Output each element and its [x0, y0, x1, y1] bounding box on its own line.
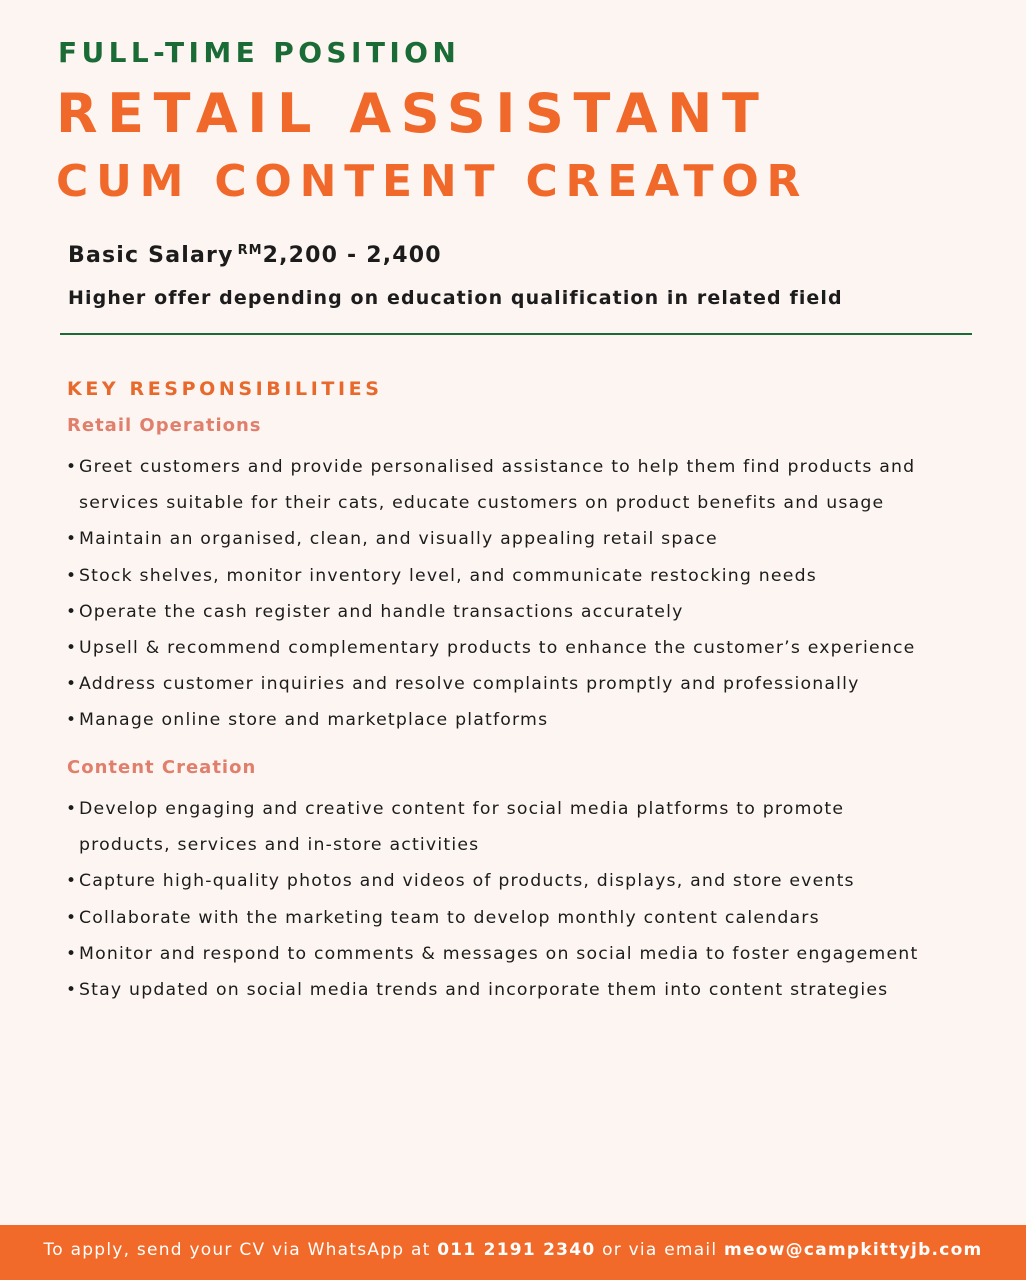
salary-note: Higher offer depending on education qualification in related field [68, 287, 843, 309]
bullet-icon: • [66, 907, 78, 928]
list-item: • Maintain an organised, clean, and visually appealing retail space [66, 521, 916, 557]
footer-text [0, 1240, 1026, 1260]
footer-prefix: To apply, send your CV via WhatsApp at [43, 1240, 438, 1260]
list-item: • Address customer inquiries and resolve complaints promptly and professionally [66, 666, 916, 702]
footer-phone[interactable]: 011 2191 2340 [437, 1240, 596, 1260]
list-item: • Greet customers and provide personalised assistance to help them find products and [66, 449, 916, 485]
divider [60, 333, 972, 335]
retail-list [66, 449, 916, 739]
bullet-icon: • [66, 529, 78, 550]
list-item: • Collaborate with the marketing team to develop monthly content calendars [66, 900, 918, 936]
list-item: services suitable for their cats, educate customers on product benefits and usage [79, 493, 885, 514]
list-item: • Manage online store and marketplace platforms [66, 702, 916, 738]
salary-label: Basic Salary [68, 243, 234, 268]
bullet-icon: • [66, 601, 78, 622]
job-title-line2: CUM CONTENT CREATOR [56, 156, 809, 207]
list-item: • Capture high-quality photos and videos of products, displays, and store events [66, 863, 918, 899]
bullet-icon: • [66, 871, 78, 892]
bullet-icon: • [66, 710, 78, 731]
bullet-icon: • [66, 457, 78, 477]
subsection-title-retail: Retail Operations [67, 415, 262, 436]
footer-middle: or via email [595, 1240, 725, 1260]
job-title-line1: RETAIL ASSISTANT [56, 82, 769, 145]
subsection-title-content: Content Creation [67, 757, 257, 778]
salary-currency: RM [237, 243, 263, 258]
footer-email[interactable]: meow@campkittyjb.com [724, 1240, 983, 1260]
salary-range: 2,200 - 2,400 [262, 243, 442, 268]
salary-line [68, 243, 442, 268]
list-item: • Upsell & recommend complementary products to enhance the customer’s experience [66, 630, 916, 666]
list-item: • Operate the cash register and handle transactions accurately [66, 594, 916, 630]
list-item: • Stock shelves, monitor inventory level, and communicate restocking needs [66, 558, 916, 594]
content-list [66, 791, 918, 1008]
bullet-icon: • [66, 943, 78, 964]
bullet-icon: • [66, 565, 78, 586]
bullet-icon: • [66, 980, 78, 1001]
bullet-icon: • [66, 638, 78, 659]
bullet-icon: • [66, 799, 78, 819]
section-heading: KEY RESPONSIBILITIES [67, 378, 383, 400]
list-item: products, services and in-store activities [79, 835, 480, 856]
list-item: • Develop engaging and creative content for social media platforms to promote [66, 791, 918, 827]
list-item: • Stay updated on social media trends and incorporate them into content strategies [66, 972, 918, 1008]
list-item: • Monitor and respond to comments & messages on social media to foster engagement [66, 936, 918, 972]
position-type: FULL-TIME POSITION [58, 36, 461, 69]
bullet-icon: • [66, 674, 78, 695]
footer-bar [0, 1225, 1026, 1280]
